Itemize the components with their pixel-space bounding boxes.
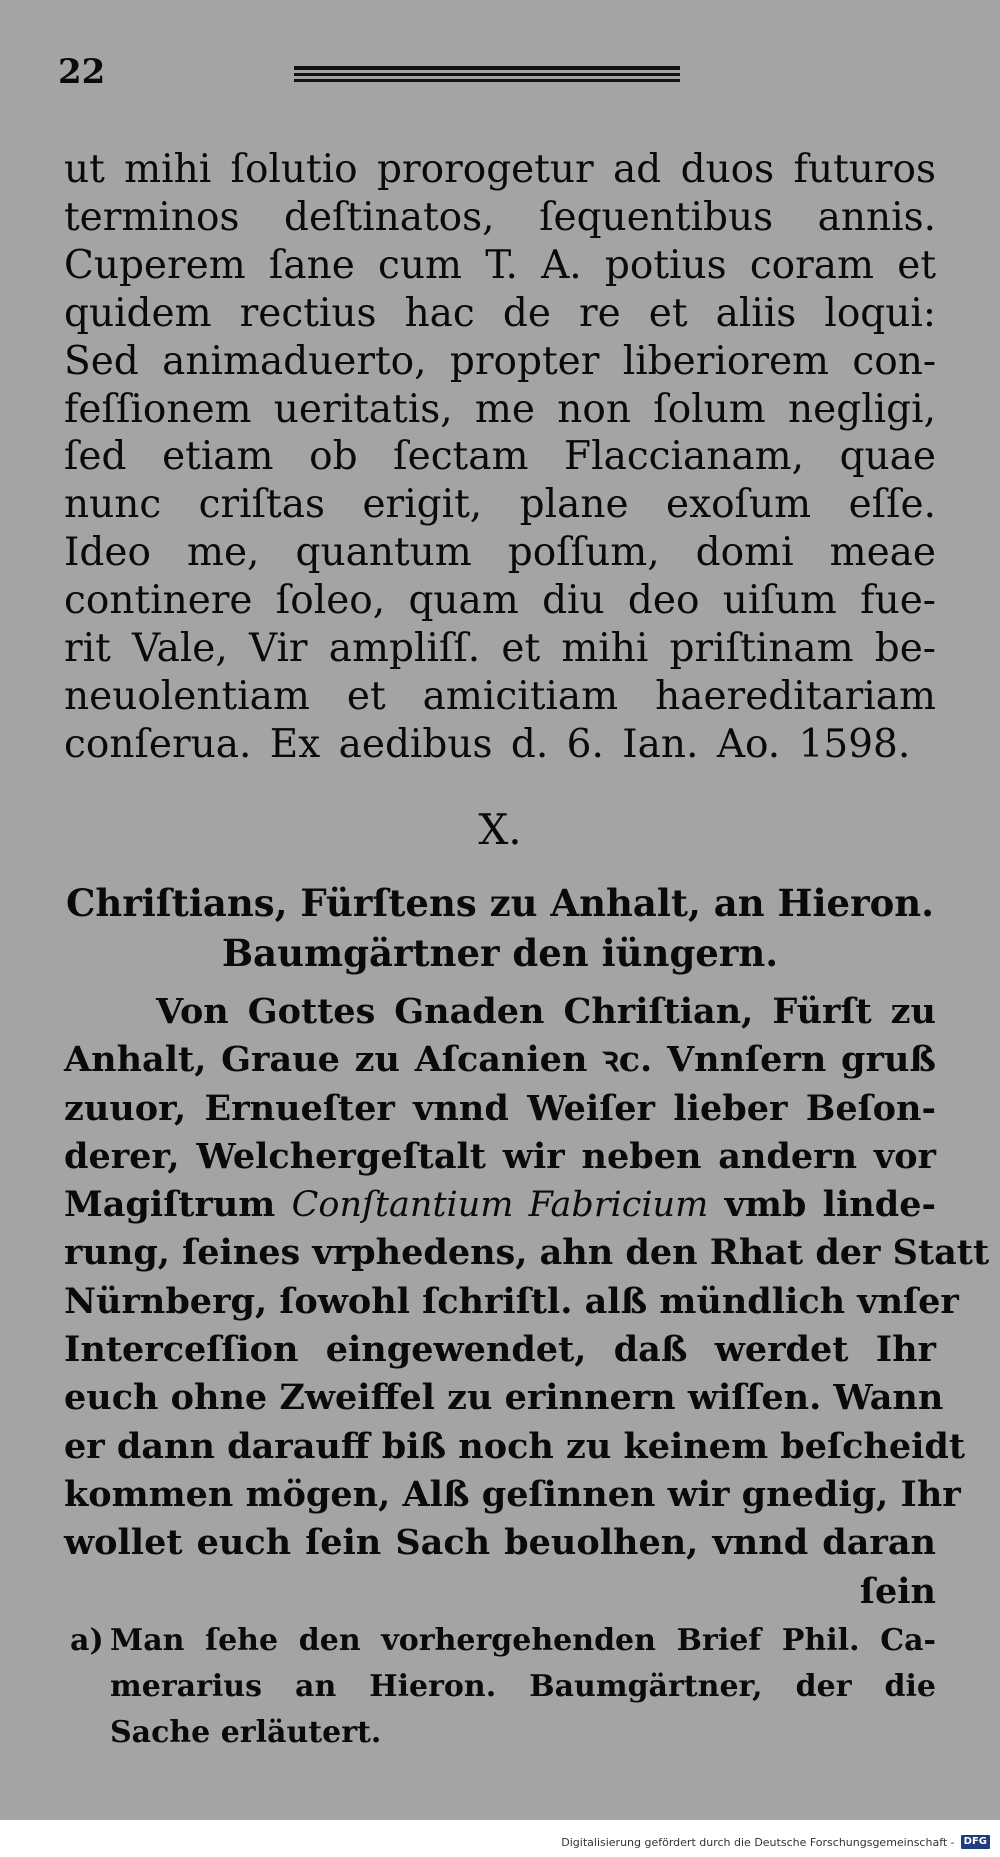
text-line: neuolentiam et amicitiam haereditariam [64, 673, 936, 719]
footnote-text: Man ſehe den vorhergehenden Brief Phil. Ca- [110, 1623, 936, 1658]
text-line-mixed [64, 1181, 936, 1229]
text-line: quidem rectius hac de re et aliis loqui: [64, 290, 936, 336]
footnote-line: Sache erläutert. [110, 1715, 382, 1750]
digitization-credit [561, 1832, 990, 1852]
text-line: euch ohne Zweiffel zu erinnern wiſſen. Wann [64, 1377, 944, 1419]
dfg-logo: DFG [961, 1835, 990, 1849]
rule-bar [294, 66, 680, 70]
text-line: zuuor, Ernueſter vnnd Weiſer lieber Beſon- [64, 1087, 936, 1129]
text-line: rung, ſeines vrphedens, ahn den Rhat der Statt [64, 1232, 990, 1274]
italic-name: Conſtantium Fabricium [291, 1185, 709, 1226]
catchword: ſein [859, 1570, 936, 1612]
text-line: Ideo me, quantum poſſum, domi meae [64, 530, 936, 576]
footnote [70, 1618, 936, 1756]
letter-heading [64, 878, 936, 978]
text-line: Von Gottes Gnaden Chriſtian, Fürſt zu [156, 991, 936, 1032]
text-line: continere ſoleo, quam diu deo uiſum fue- [64, 578, 936, 624]
text-line: Anhalt, Graue zu Aſcanien ꝛc. Vnnſern gruß [64, 1039, 936, 1081]
text-fragment: Magiſtrum [64, 1184, 276, 1226]
heading-line: Chriſtians, Fürſtens zu Anhalt, an Hieron. [65, 881, 935, 925]
text-line: Cuperem ſane cum T. A. potius coram et [64, 242, 936, 288]
text-line: rit Vale, Vir ampliſſ. et mihi priſtinam be- [64, 626, 936, 672]
heading-line: Baumgärtner den iüngern. [221, 931, 779, 975]
section-numeral: X. [478, 805, 522, 854]
page-header [58, 52, 698, 92]
header-ornament-rule [294, 66, 680, 82]
text-line: wollet euch ſein Sach beuolhen, vnnd daran [64, 1522, 936, 1564]
text-fragment: vmb linde- [724, 1184, 936, 1226]
footnote-line [70, 1618, 936, 1664]
text-line: Interceſſion eingewendet, daß werdet Ihr [64, 1329, 936, 1371]
text-line: derer, Welchergeſtalt wir neben andern vor [64, 1135, 936, 1177]
text-line: er dann darauff biß noch zu keinem beſcheidt [64, 1425, 966, 1467]
text-line: Nürnberg, ſowohl ſchriſtl. alß mündlich vnſer [64, 1280, 959, 1322]
text-line: ut mihi ſolutio prorogetur ad duos futuros [64, 147, 936, 192]
rule-bar [294, 79, 680, 82]
text-line: nunc criſtas erigit, plane exoſum eſſe. [64, 482, 936, 528]
rule-bar [294, 73, 680, 76]
text-line: Sed animaduerto, propter liberiorem con- [64, 338, 936, 384]
footnote-line: merarius an Hieron. Baumgärtner, der die [110, 1669, 936, 1704]
text-line: kommen mögen, Alß geſinnen wir gnedig, Ihr [64, 1473, 961, 1515]
latin-letter-text [64, 146, 936, 769]
text-line: feſſionem ueritatis, me non ſolum negligi, [64, 386, 936, 432]
text-line: ſed etiam ob ſectam Flaccianam, quae [64, 434, 936, 480]
footnote-marker: a) [70, 1623, 104, 1658]
page-number: 22 [58, 52, 106, 92]
digitization-text: Digitalisierung gefördert durch die Deutsche Forschungsgemeinschaft - [561, 1835, 955, 1849]
text-line: terminos deſtinatos, ſequentibus annis. [64, 194, 936, 240]
text-line: conſerua. Ex aedibus d. 6. Ian. Ao. 1598. [64, 721, 911, 767]
german-letter-text [64, 988, 990, 1616]
